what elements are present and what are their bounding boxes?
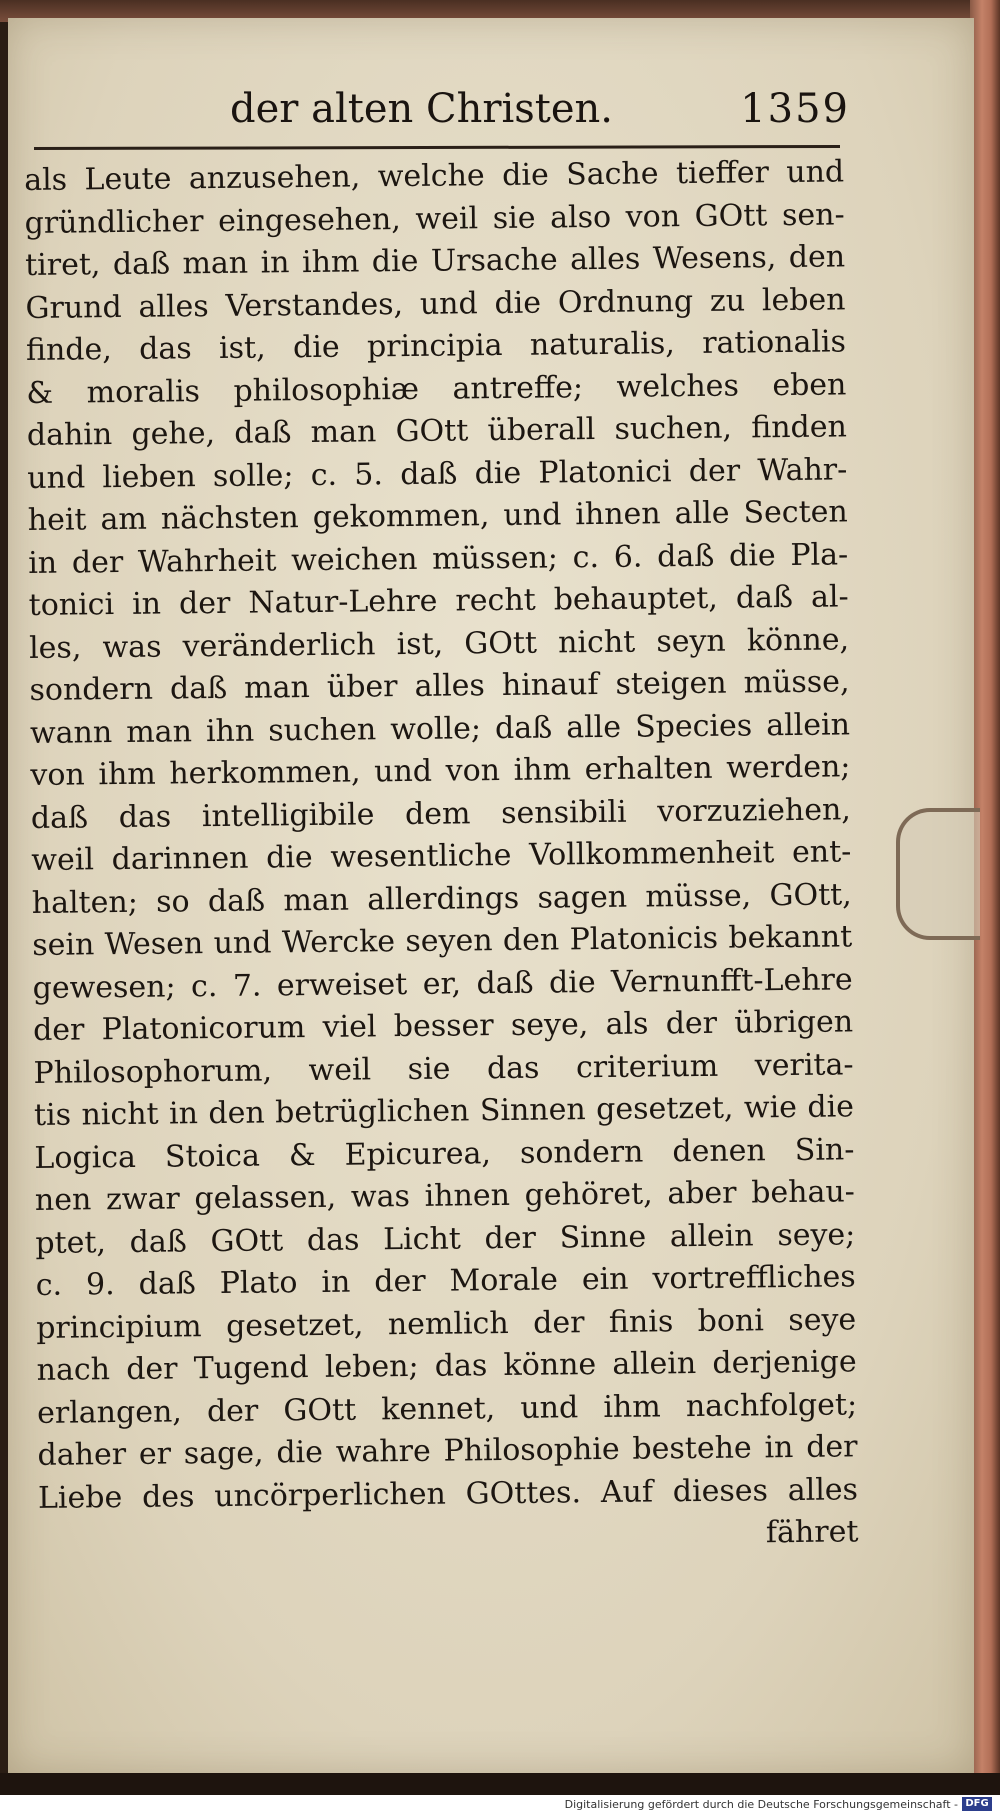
text-line: sein Wesen und Wercke seyen den Platonicis bekannt	[32, 919, 853, 963]
text-line: gründlicher eingesehen, weil sie also von GOtt sen-	[24, 196, 845, 241]
text-line: tonici in der Natur-Lehre recht behauptet, daß al-	[28, 579, 849, 623]
page-number: 1359	[740, 86, 850, 132]
text-line: Liebe des uncörperlichen GOttes. Auf dieses alles	[37, 1471, 859, 1516]
text-line: tis nicht in den betrüglichen Sinnen gesetzet, wie die	[33, 1089, 855, 1133]
text-line: wann man ihn suchen wolle; daß alle Species allein	[29, 706, 851, 751]
text-line: Logica Stoica & Epicurea, sondern denen Sin-	[34, 1131, 855, 1176]
scan-bottom-edge	[0, 1773, 1000, 1795]
text-line: daß das intelligibile dem sensibili vorzuziehen,	[30, 791, 852, 836]
text-line: von ihm herkommen, und von ihm erhalten werden;	[30, 749, 851, 793]
text-line: dahin gehe, daß man GOtt überall suchen, finden	[26, 409, 848, 453]
text-line: weil darinnen die wesentliche Vollkommenheit ent-	[31, 834, 852, 878]
text-line: tiret, daß man in ihm die Ursache alles Wesens, den	[24, 239, 846, 283]
text-line: sondern daß man über alles hinauf steigen müsse,	[29, 664, 850, 708]
text-line: gewesen; c. 7. erweiset er, daß die Vernunfft-Lehre	[32, 961, 853, 1006]
text-line: nach der Tugend leben; das könne allein derjenige	[36, 1344, 857, 1388]
text-line: c. 9. daß Plato in der Morale ein vortreffliches	[35, 1259, 856, 1303]
text-line: halten; so daß man allerdings sagen müsse, GOtt,	[31, 876, 852, 921]
book-clasp	[896, 808, 980, 940]
text-line: der Platonicorum viel besser seye, als der übrigen	[32, 1004, 854, 1048]
text-line: Grund alles Verstandes, und die Ordnung zu leben	[25, 281, 846, 326]
text-line: als Leute anzusehen, welche die Sache tieffer und	[24, 154, 845, 198]
text-line: heit am nächsten gekommen, und ihnen alle Secten	[27, 494, 848, 538]
text-line: in der Wahrheit weichen müssen; c. 6. daß die Pla-	[28, 536, 849, 581]
catchword: fähret	[765, 1514, 859, 1551]
text-line: erlangen, der GOtt kennet, und ihm nachfolget;	[36, 1386, 858, 1431]
text-line: finde, das ist, die principia naturalis, rationalis	[25, 324, 847, 368]
body-text	[24, 151, 859, 1562]
dfg-logo: DFG	[962, 1797, 992, 1811]
text-line: Philosophorum, weil sie das criterium verita-	[33, 1046, 854, 1091]
text-line: daher er sage, die wahre Philosophie bestehe in der	[37, 1429, 858, 1473]
text-line: les, was veränderlich ist, GOtt nicht seyn könne,	[28, 621, 850, 666]
running-head: der alten Christen.	[230, 86, 614, 132]
digitization-credit: Digitalisierung gefördert durch die Deutsche Forschungsgemeinschaft -	[564, 1798, 958, 1811]
text-line: ptet, daß GOtt das Licht der Sinne allein seye;	[35, 1216, 856, 1261]
page-header	[230, 86, 850, 146]
text-line: & moralis philosophiæ antreffe; welches eben	[26, 366, 847, 411]
text-line: principium gesetzet, nemlich der finis boni seye	[36, 1301, 857, 1346]
text-line: nen zwar gelassen, was ihnen gehöret, aber behau-	[34, 1174, 856, 1218]
text-line: und lieben solle; c. 5. daß die Platonici der Wahr-	[27, 451, 848, 496]
